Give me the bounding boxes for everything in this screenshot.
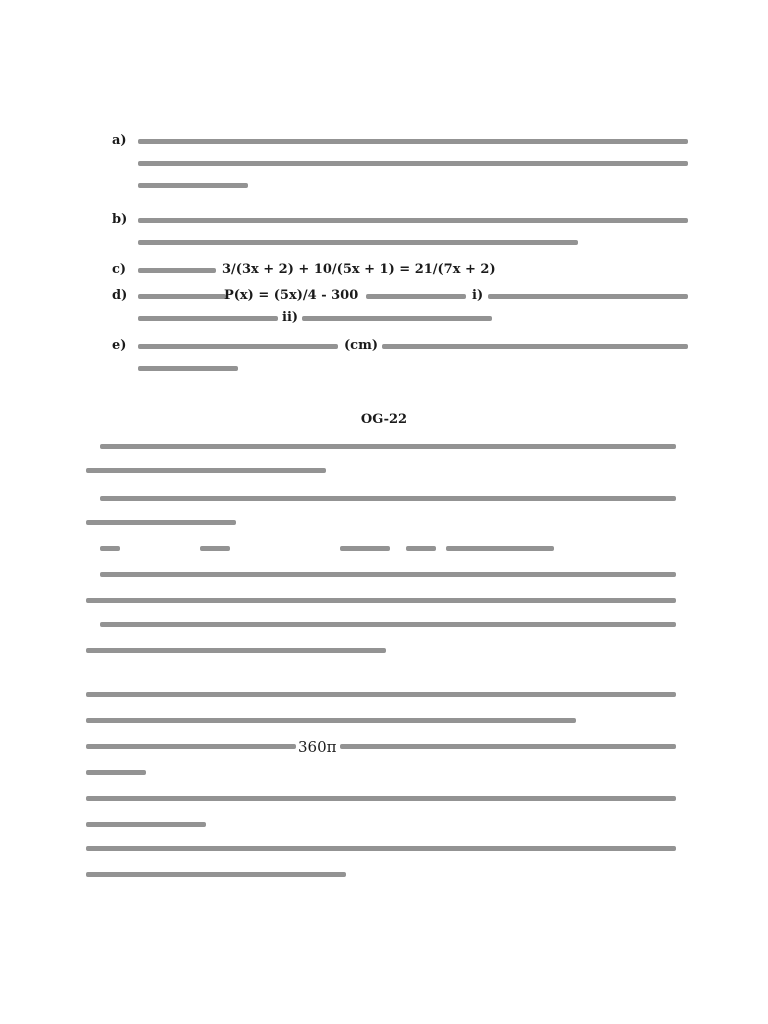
text-line — [406, 546, 436, 551]
text-line — [340, 546, 390, 551]
text-line — [302, 316, 492, 321]
text-line — [382, 344, 688, 349]
text-line — [86, 744, 296, 749]
text-line — [138, 316, 278, 321]
question-label: d) — [112, 288, 128, 303]
text-line — [138, 218, 688, 223]
text-line — [86, 770, 146, 775]
text-line — [86, 718, 576, 723]
text-line — [200, 546, 230, 551]
text-line — [138, 139, 688, 144]
math-expression: 360π — [298, 738, 337, 756]
text-line — [446, 546, 554, 551]
text-line — [86, 598, 676, 603]
text-line — [138, 268, 216, 273]
text-line — [100, 546, 120, 551]
question-e — [112, 338, 682, 378]
text-line — [86, 468, 326, 473]
question-label: c) — [112, 262, 127, 277]
text-line — [138, 183, 248, 188]
text-line — [138, 161, 688, 166]
text-line — [86, 796, 676, 801]
part-marker: ii) — [282, 310, 299, 325]
text-line — [100, 496, 676, 501]
text-line — [86, 648, 386, 653]
question-c — [112, 262, 682, 282]
text-line — [138, 294, 226, 299]
section-heading: OG-22 — [360, 412, 408, 427]
text-line — [86, 872, 346, 877]
text-line — [138, 240, 578, 245]
text-line — [138, 344, 338, 349]
unit-label: (cm) — [344, 338, 378, 353]
question-label: e) — [112, 338, 127, 353]
part-marker: i) — [472, 288, 484, 303]
text-line — [138, 366, 238, 371]
text-line — [86, 520, 236, 525]
text-line — [86, 692, 676, 697]
profit-function: P(x) = (5x)/4 - 300 — [224, 288, 359, 303]
text-line — [100, 622, 676, 627]
text-line — [100, 444, 676, 449]
text-line — [366, 294, 466, 299]
question-label: b) — [112, 212, 128, 227]
text-line — [100, 572, 676, 577]
question-a — [112, 133, 682, 193]
text-line — [86, 846, 676, 851]
equation: 3/(3x + 2) + 10/(5x + 1) = 21/(7x + 2) — [222, 262, 496, 277]
text-line — [488, 294, 688, 299]
question-d — [112, 288, 682, 328]
text-line — [340, 744, 676, 749]
text-line — [86, 822, 206, 827]
question-label: a) — [112, 133, 127, 148]
question-b — [112, 212, 682, 252]
